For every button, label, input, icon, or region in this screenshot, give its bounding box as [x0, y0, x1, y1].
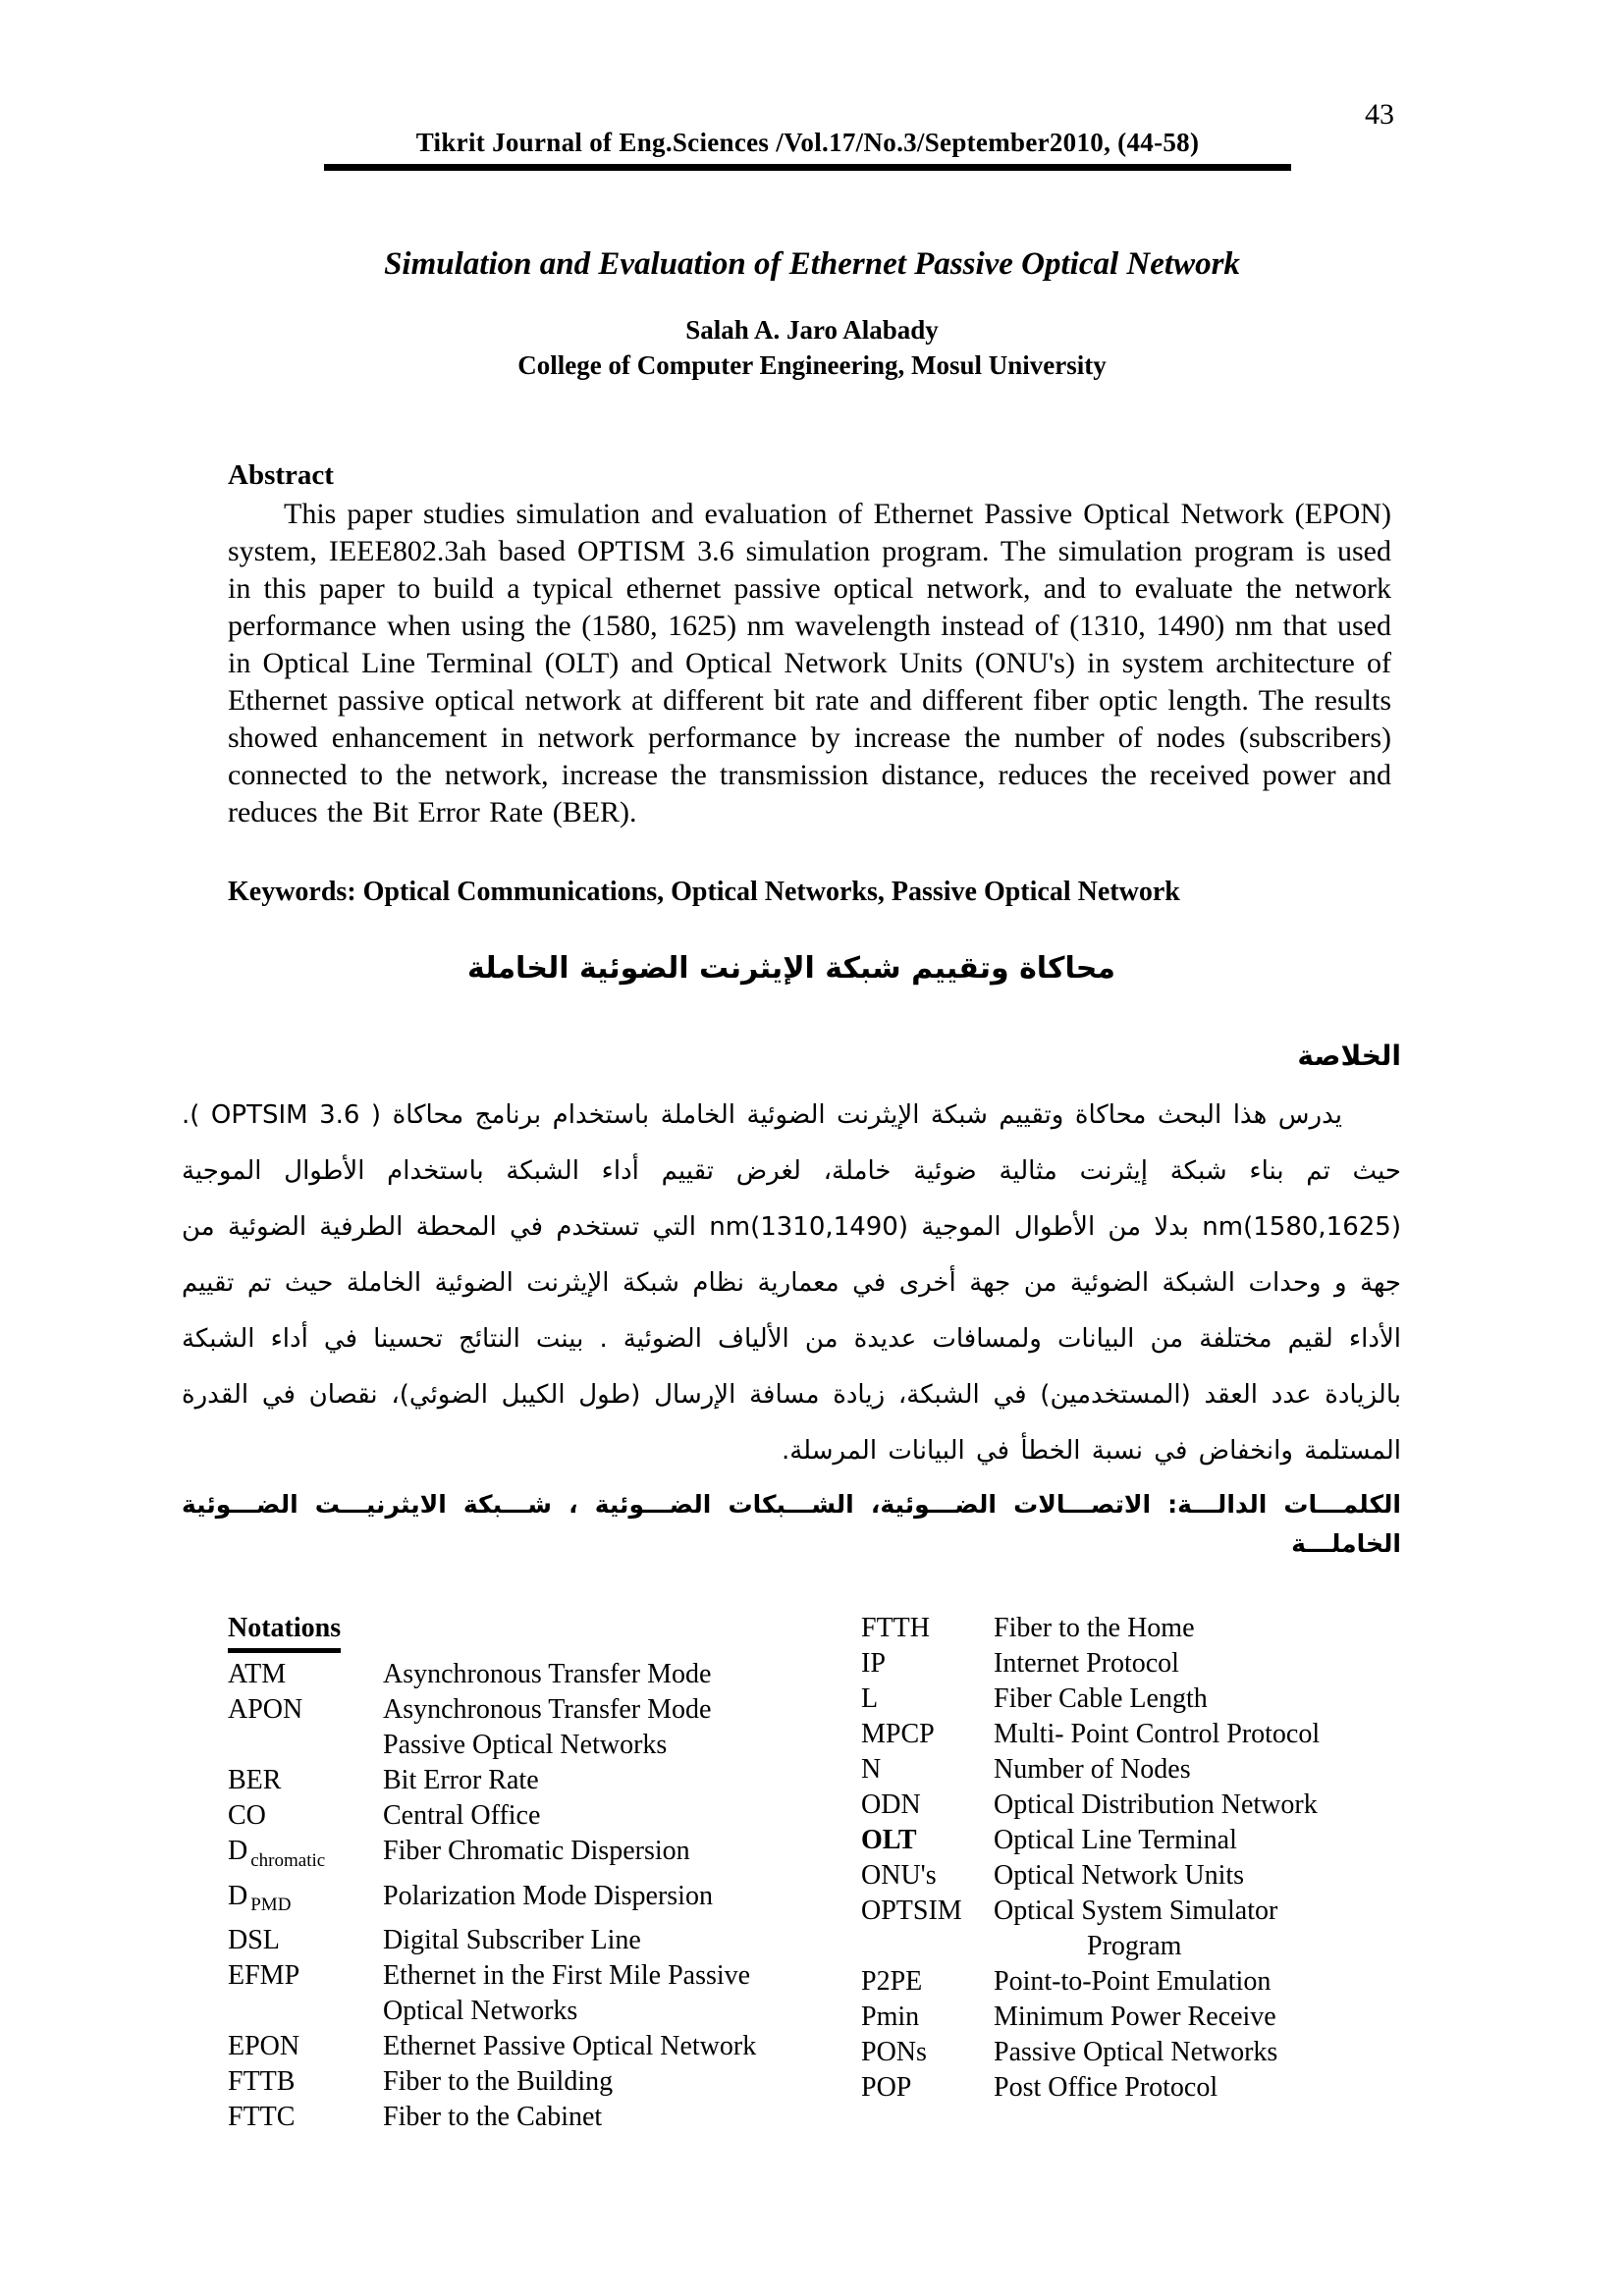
notation-definition-line: Number of Nodes	[994, 1754, 1191, 1785]
notation-definition-line: Optical Line Terminal	[994, 1825, 1237, 1855]
arabic-keywords-line: الكلمـــات الدالـــة: الاتصـــالات الضـــوئية، الشـــبكات الضـــوئية ، شـــبكة الايثرنيـــت الضـــوئية الخاملـــة	[182, 1490, 1401, 1558]
notation-abbr: L	[861, 1683, 879, 1714]
notation-definition	[383, 1657, 837, 1692]
author-affiliation: College of Computer Engineering, Mosul University	[517, 350, 1107, 380]
notation-row	[228, 2064, 837, 2100]
notation-definition	[994, 1964, 1391, 2000]
notation-abbr: FTTH	[861, 1613, 930, 1643]
notation-abbr: OPTSIM	[861, 1896, 962, 1926]
notation-abbr: CO	[228, 1800, 266, 1831]
notation-abbr: ONU's	[861, 1860, 937, 1891]
notation-definition	[383, 2029, 837, 2064]
arabic-title: محاكاة وتقييم شبكة الإيثرنت الضوئية الخاملة	[467, 951, 1115, 986]
notation-row	[861, 1611, 1391, 1646]
notation-definition-line: Passive Optical Networks	[994, 2037, 1278, 2067]
notation-row	[861, 2000, 1391, 2035]
notation-row	[861, 2035, 1391, 2070]
notation-abbr-subscript: chromatic	[250, 1849, 326, 1871]
notation-definition-line: Program	[1087, 1931, 1182, 1961]
notation-abbr: PONs	[861, 2037, 927, 2067]
author-block	[228, 312, 1396, 383]
notation-definition-line: Optical Networks	[383, 1996, 578, 2027]
notations-section	[228, 1611, 1391, 2135]
notation-definition-line: Fiber to the Cabinet	[383, 2102, 603, 2133]
notation-abbr: FTTC	[228, 2102, 296, 2133]
notations-left-column	[228, 1611, 837, 2135]
notation-abbr: ODN	[861, 1789, 921, 1820]
notation-row	[861, 1752, 1391, 1788]
notation-definition	[383, 2100, 837, 2135]
notation-abbr: ATM	[228, 1659, 287, 1689]
notation-definition	[383, 1692, 837, 1763]
notation-row	[861, 1894, 1391, 1964]
notation-definition	[383, 1958, 837, 2029]
notation-row	[228, 1692, 837, 1763]
notation-definition	[994, 1717, 1391, 1752]
paper-title: Simulation and Evaluation of Ethernet Passive Optical Network	[384, 246, 1240, 282]
notation-abbr: P2PE	[861, 1966, 923, 1997]
notation-row	[228, 1763, 837, 1798]
notation-definition-line: Passive Optical Networks	[383, 1730, 668, 1760]
notation-definition-line: Optical System Simulator	[994, 1896, 1278, 1926]
notation-abbr: OLT	[861, 1825, 917, 1855]
notation-row	[228, 1958, 837, 2029]
notation-definition-line: Fiber Chromatic Dispersion	[383, 1836, 690, 1866]
notation-abbr: Pmin	[861, 2002, 920, 2032]
notation-row	[861, 1682, 1391, 1717]
notation-definition	[994, 1894, 1391, 1964]
notation-definition-line: Post Office Protocol	[994, 2072, 1218, 2103]
notation-definition	[994, 2070, 1391, 2106]
abstract-heading: Abstract	[228, 459, 334, 491]
notation-abbr: EFMP	[228, 1960, 300, 1992]
notation-definition-line: Ethernet Passive Optical Network	[383, 2031, 757, 2062]
notation-definition	[994, 2035, 1391, 2070]
notation-definition-line: Ethernet in the First Mile Passive	[383, 1960, 751, 1992]
notation-row	[228, 2100, 837, 2135]
notation-row	[861, 1858, 1391, 1894]
notation-row	[861, 1646, 1391, 1682]
notation-definition-line: Internet Protocol	[994, 1648, 1179, 1679]
notation-row	[228, 2029, 837, 2064]
notation-definition-line: Asynchronous Transfer Mode	[383, 1694, 712, 1725]
notation-row	[861, 1823, 1391, 1858]
notation-abbr-subscript: PMD	[250, 1895, 292, 1916]
page-number: 43	[1365, 98, 1394, 131]
notation-abbr: N	[861, 1754, 882, 1785]
notation-definition-line: Fiber to the Building	[383, 2066, 614, 2098]
notation-abbr: EPON	[228, 2031, 300, 2062]
notation-definition-line: Bit Error Rate	[383, 1765, 539, 1795]
notation-row	[228, 1798, 837, 1834]
notation-definition-line: Fiber to the Home	[994, 1613, 1195, 1643]
notation-abbr: D $_{chromatic}$	[228, 1836, 326, 1871]
notation-row	[861, 1717, 1391, 1752]
notation-definition-line: Point-to-Point Emulation	[994, 1966, 1272, 1997]
notation-abbr: POP	[861, 2072, 912, 2103]
notation-abbr: BER	[228, 1765, 282, 1795]
notation-definition-line: Polarization Mode Dispersion	[383, 1880, 713, 1911]
notation-definition	[994, 1611, 1391, 1646]
notation-definition	[994, 1752, 1391, 1788]
notation-row	[861, 1964, 1391, 2000]
notation-definition	[383, 1879, 837, 1914]
notation-definition-line: Central Office	[383, 1800, 541, 1831]
notation-abbr: IP	[861, 1648, 886, 1679]
notation-definition-line: Asynchronous Transfer Mode	[383, 1659, 712, 1689]
journal-header: Tikrit Journal of Eng.Sciences /Vol.17/No.3/September2010, (44-58)	[324, 128, 1291, 171]
notation-definition-line: Optical Network Units	[994, 1860, 1245, 1891]
notation-definition	[994, 2000, 1391, 2035]
notation-row	[228, 1657, 837, 1692]
notation-definition-line: Optical Distribution Network	[994, 1789, 1318, 1820]
notation-definition	[383, 1763, 837, 1798]
notation-row	[228, 1879, 837, 1924]
keywords-line: Keywords: Optical Communications, Optical Networks, Passive Optical Network	[228, 877, 1180, 907]
notation-row	[228, 1834, 837, 1879]
notation-definition-line: Minimum Power Receive	[994, 2002, 1276, 2032]
notation-abbr: D $_{PMD}$	[228, 1880, 292, 1916]
notation-definition	[383, 2064, 837, 2100]
notation-abbr: DSL	[228, 1925, 280, 1956]
notations-heading: Notations	[228, 1611, 341, 1653]
notation-row	[861, 2070, 1391, 2106]
arabic-abstract-heading: الخلاصة	[1297, 1040, 1401, 1072]
notation-row	[228, 1923, 837, 1958]
notation-definition	[994, 1858, 1391, 1894]
arabic-abstract-text: يدرس هذا البحث محاكاة وتقييم شبكة الإيثرنت الضوئية الخاملة باستخدام برنامج محاكاة ( OPTSIM 3.6 ). حيث تم بناء شبكة إيثرنت مثالية ضوئية خاملة، لغرض تقييم أداء الشبكة باستخدام الأطوال الموجية (1580,1625)nm بدلا من الأطوال الموجية (1310,1490)nm التي تستخدم في المحطة الطرفية الضوئية من جهة و وحدات الشبكة الضوئية من جهة أخرى في معمارية نظام شبكة الإيثرنت الضوئية الخاملة حيث تم تقييم الأداء لقيم مختلفة من البيانات ولمسافات عديدة من الألياف الضوئية . بينت النتائج تحسينا في أداء الشبكة بالزيادة عدد العقد (المستخدمين) في الشبكة، زيادة مسافة الإرسال (طول الكيبل الضوئي)، نقصان في القدرة المستلمة وانخفاض في نسبة الخطأ في البيانات المرسلة.	[182, 1100, 1402, 1466]
notation-definition-line: Fiber Cable Length	[994, 1683, 1208, 1714]
notation-abbr: MPCP	[861, 1719, 935, 1749]
notation-abbr: FTTB	[228, 2066, 296, 2098]
notation-abbr: APON	[228, 1694, 303, 1725]
notation-definition-line: Digital Subscriber Line	[383, 1925, 641, 1956]
notation-definition	[383, 1834, 837, 1869]
notation-definition	[994, 1646, 1391, 1682]
notation-definition	[994, 1682, 1391, 1717]
notation-definition	[994, 1823, 1391, 1858]
notations-right-column	[837, 1611, 1391, 2135]
author-name: Salah A. Jaro Alabady	[685, 315, 939, 345]
notation-definition	[383, 1923, 837, 1958]
notation-definition	[383, 1798, 837, 1834]
abstract-text: This paper studies simulation and evaluation of Ethernet Passive Optical Network (EPON) system, IEEE802.3ah based OPTISM 3.6 simulation program. The simulation program is used in this paper to build a typical ethernet passive optical network, and to evaluate the network performance when using the (1580, 1625) nm wavelength instead of (1310, 1490) nm that used in Optical Line Terminal (OLT) and Optical Network Units (ONU's) in system architecture of Ethernet passive optical network at different bit rate and different fiber optic length. The results showed enhancement in network performance by increase the number of nodes (subscribers) connected to the network, increase the transmission distance, reduces the received power and reduces the Bit Error Rate (BER).	[228, 498, 1391, 828]
notation-row	[861, 1788, 1391, 1823]
notations-left-rows	[228, 1657, 837, 2135]
notation-definition	[994, 1788, 1391, 1823]
notations-right-rows	[861, 1611, 1391, 2106]
notation-definition-line: Multi- Point Control Protocol	[994, 1719, 1321, 1749]
